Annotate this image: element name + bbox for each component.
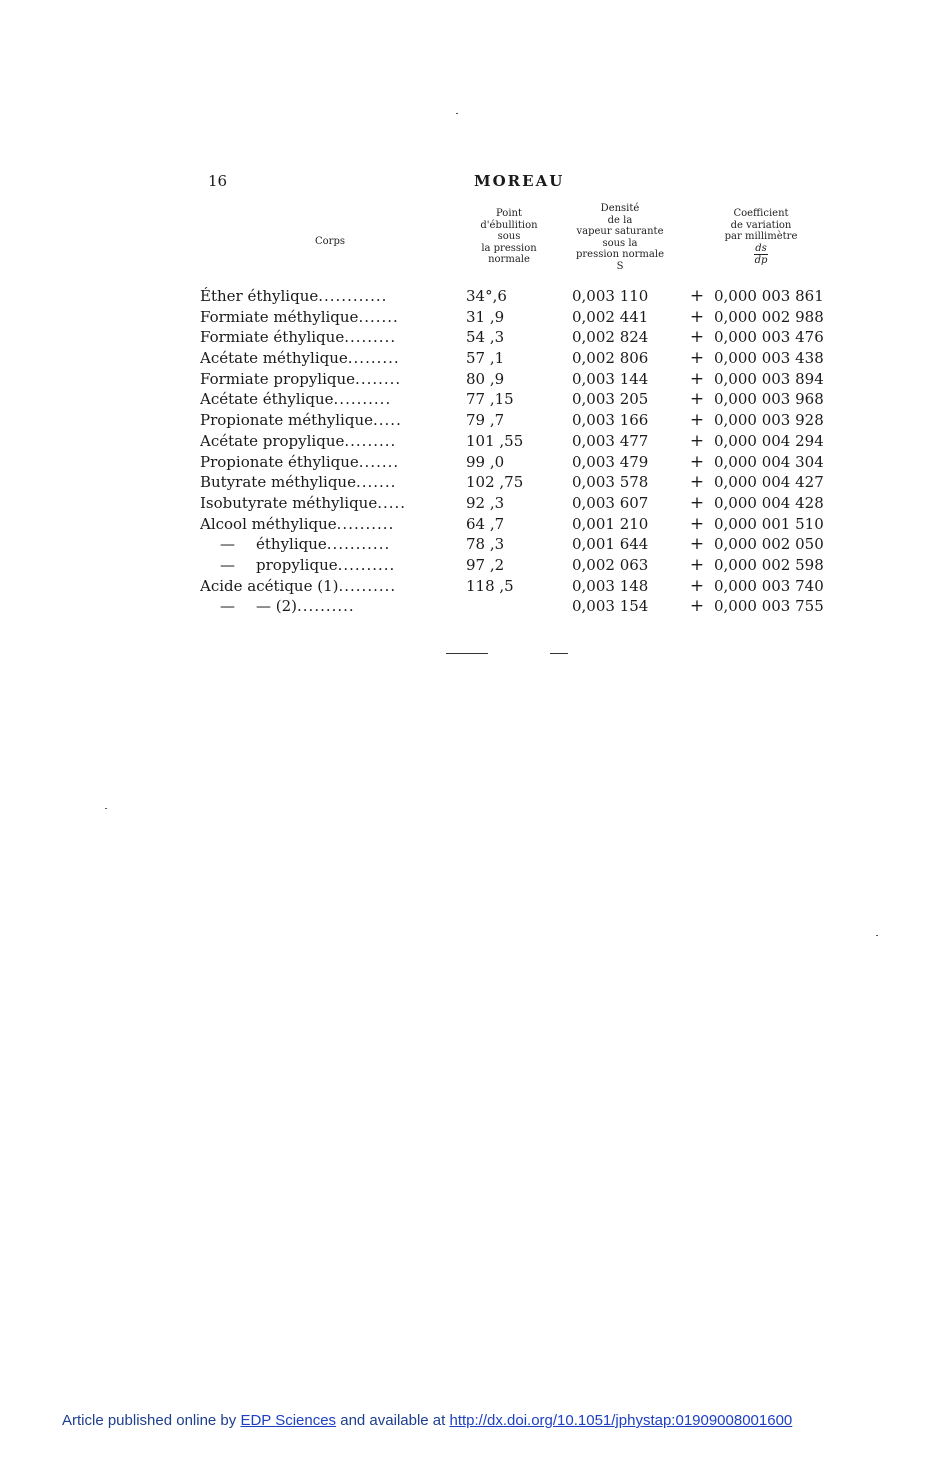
density-cell: 0,003 144 — [572, 369, 649, 388]
leader-dots: ....... — [355, 473, 397, 492]
compound-name — [220, 534, 446, 555]
running-head: MOREAU — [474, 172, 565, 190]
boiling-point-cell: 64 ,7 — [466, 514, 505, 533]
compound-name — [200, 348, 446, 369]
leader-dots: ....... — [358, 452, 400, 471]
table-row — [200, 369, 830, 390]
compound-name — [200, 389, 446, 410]
ditto-dash: — — [220, 535, 235, 554]
doi-link[interactable]: http://dx.doi.org/10.1051/jphystap:01909008001600 — [449, 1412, 793, 1429]
leader-dots: ........... — [326, 535, 391, 554]
header-line: normale — [488, 254, 530, 265]
density-cell: 0,001 210 — [572, 514, 649, 533]
boiling-point-cell: 80 ,9 — [466, 369, 505, 388]
compound-name — [200, 369, 446, 390]
compound-label: Éther éthylique — [200, 287, 319, 305]
header-line: de variation — [730, 219, 792, 231]
column-header-corps — [290, 236, 370, 248]
coefficient-cell: 0,000 004 427 — [714, 473, 824, 492]
leader-dots: ..... — [373, 411, 402, 430]
sign-cell: + — [689, 306, 705, 327]
data-table — [200, 286, 830, 617]
leader-dots: .......... — [336, 514, 395, 533]
header-line: vapeur saturante — [576, 226, 664, 237]
compound-name — [200, 472, 446, 493]
density-cell: 0,003 205 — [572, 390, 649, 409]
density-cell: 0,001 644 — [572, 535, 649, 554]
density-cell: 0,003 110 — [572, 287, 649, 305]
table-row — [200, 534, 830, 555]
compound-name — [200, 327, 446, 348]
leader-dots: ......... — [347, 349, 400, 368]
table-row — [200, 472, 830, 493]
compound-name — [200, 286, 446, 307]
sign-cell: + — [689, 368, 705, 389]
leader-dots: ........ — [355, 369, 402, 388]
header-line: Densité — [600, 203, 640, 214]
compound-name — [200, 576, 446, 597]
boiling-point-cell: 99 ,0 — [466, 452, 505, 471]
print-speck — [105, 808, 107, 809]
coefficient-cell: 0,000 003 438 — [714, 349, 824, 368]
boiling-point-cell: 57 ,1 — [466, 349, 505, 368]
density-cell: 0,003 154 — [572, 597, 649, 616]
sign-cell: + — [689, 430, 705, 451]
leader-dots: ..... — [377, 493, 407, 512]
compound-label: Formiate éthylique — [200, 328, 345, 347]
boiling-point-cell: 101 ,55 — [466, 431, 524, 450]
end-rule — [446, 653, 488, 654]
footer-middle: and available at — [336, 1412, 450, 1429]
density-cell: 0,002 441 — [572, 307, 649, 326]
coefficient-cell: 0,000 004 294 — [714, 431, 824, 450]
boiling-point-cell: 97 ,2 — [466, 555, 505, 574]
coefficient-cell: 0,000 003 928 — [714, 411, 824, 430]
sign-cell: + — [689, 286, 705, 306]
compound-name — [200, 307, 446, 328]
leader-dots: ............ — [318, 287, 388, 305]
boiling-point-cell: 54 ,3 — [466, 328, 505, 347]
compound-label: Acide acétique (1) — [200, 576, 339, 595]
footer-line — [62, 1412, 792, 1429]
footer-prefix: Article published online by — [62, 1412, 241, 1429]
table-row — [200, 576, 830, 597]
boiling-point-cell: 77 ,15 — [466, 390, 514, 409]
header-line: par millimètre — [724, 231, 798, 242]
page-number: 16 — [208, 172, 228, 190]
compound-label: propylique — [256, 555, 338, 574]
density-cell: 0,003 578 — [572, 473, 649, 492]
sign-cell: + — [689, 575, 705, 596]
coefficient-cell: 0,000 001 510 — [714, 514, 824, 533]
compound-name — [200, 431, 446, 452]
table-row — [200, 431, 830, 452]
print-speck — [456, 113, 458, 114]
ditto-dash: — — [220, 555, 235, 574]
density-cell: 0,003 166 — [572, 411, 649, 430]
sign-cell: + — [689, 389, 705, 410]
header-line: sous la — [602, 237, 638, 249]
compound-name — [200, 514, 446, 535]
table-row — [200, 286, 830, 307]
leader-dots: ......... — [344, 328, 397, 347]
sign-cell: + — [689, 348, 705, 369]
header-line: Corps — [315, 236, 345, 247]
compound-label: Formiate propylique — [200, 369, 356, 388]
density-cell: 0,003 148 — [572, 576, 649, 595]
header-line: pression normale — [575, 249, 664, 260]
density-cell: 0,003 477 — [572, 431, 649, 450]
compound-name — [220, 596, 446, 617]
boiling-point-cell: 79 ,7 — [466, 411, 505, 430]
compound-label: — (2) — [256, 597, 298, 616]
compound-label: éthylique — [256, 535, 327, 554]
print-speck — [876, 935, 878, 936]
density-cell: 0,002 806 — [572, 349, 649, 368]
leader-dots: .......... — [338, 576, 397, 595]
sign-cell: + — [689, 451, 705, 472]
coefficient-cell: 0,000 003 740 — [714, 576, 824, 595]
table-row — [200, 555, 830, 576]
density-cell: 0,002 824 — [572, 328, 649, 347]
coefficient-cell: 0,000 003 476 — [714, 328, 824, 347]
table-row — [200, 493, 830, 514]
leader-dots: .......... — [333, 390, 392, 409]
leader-dots: .......... — [337, 555, 396, 574]
header-line: la pression — [481, 242, 537, 254]
compound-name — [200, 410, 446, 431]
compound-label: Formiate méthylique — [200, 307, 359, 326]
compound-label: Propionate éthylique — [200, 452, 359, 471]
header-line: d'ébullition — [480, 219, 538, 231]
sign-cell: + — [689, 410, 705, 431]
leader-dots: .......... — [297, 597, 355, 616]
header-line: de la — [607, 214, 633, 226]
table-row — [200, 596, 830, 617]
compound-label: Alcool méthylique — [200, 514, 337, 533]
sign-cell: + — [689, 534, 705, 555]
sign-cell: + — [689, 327, 705, 348]
compound-label: Acétate éthylique — [200, 390, 334, 409]
leader-dots: ......... — [344, 431, 397, 450]
header-line: S — [616, 260, 624, 272]
header-line: Coefficient — [733, 208, 789, 219]
ditto-dash: — — [220, 597, 235, 616]
sign-cell: + — [689, 513, 705, 534]
compound-name — [200, 452, 446, 473]
leader-dots: ....... — [358, 307, 399, 326]
coefficient-cell: 0,000 003 755 — [714, 597, 824, 616]
publisher-link[interactable]: EDP Sciences — [240, 1412, 337, 1429]
table-row — [200, 410, 830, 431]
sign-cell: + — [689, 472, 705, 493]
coefficient-cell: 0,000 003 861 — [714, 287, 824, 305]
coefficient-cell: 0,000 002 598 — [714, 555, 824, 574]
header-line: sous — [497, 231, 521, 242]
compound-label: Acétate propylique — [200, 431, 345, 450]
compound-name — [220, 555, 446, 576]
coefficient-cell: 0,000 004 304 — [714, 452, 824, 471]
boiling-point-cell: 118 ,5 — [466, 576, 514, 595]
table-row — [200, 389, 830, 410]
boiling-point-cell: 31 ,9 — [466, 307, 505, 326]
compound-label: Propionate méthylique — [200, 411, 373, 430]
sign-cell: + — [689, 554, 705, 575]
sign-cell: + — [689, 596, 705, 617]
boiling-point-cell: 92 ,3 — [466, 493, 505, 512]
column-header-boiling-point — [462, 208, 556, 266]
compound-label: Acétate méthylique — [200, 349, 348, 368]
end-rule — [550, 653, 568, 654]
sign-cell: + — [689, 492, 705, 513]
table-row — [200, 452, 830, 473]
compound-label: Isobutyrate méthylique — [200, 493, 378, 512]
header-line: Point — [495, 208, 522, 219]
table-row — [200, 348, 830, 369]
column-header-coefficient — [705, 208, 817, 267]
fraction-denominator: dp — [754, 255, 768, 266]
table-row — [200, 514, 830, 535]
coefficient-cell: 0,000 003 894 — [714, 369, 824, 388]
density-cell: 0,002 063 — [572, 555, 649, 574]
table-row — [200, 327, 830, 348]
column-header-density — [560, 203, 680, 272]
fraction-numerator: ds — [755, 242, 767, 254]
coefficient-cell: 0,000 002 988 — [714, 307, 824, 326]
table-row — [200, 307, 830, 328]
compound-name — [200, 493, 446, 514]
boiling-point-cell: 102 ,75 — [466, 473, 524, 492]
density-cell: 0,003 607 — [572, 493, 649, 512]
coefficient-cell: 0,000 004 428 — [714, 493, 824, 512]
boiling-point-cell: 78 ,3 — [466, 535, 505, 554]
boiling-point-cell: 34°,6 — [466, 287, 507, 305]
compound-label: Butyrate méthylique — [200, 473, 356, 492]
density-cell: 0,003 479 — [572, 452, 649, 471]
coefficient-cell: 0,000 003 968 — [714, 390, 824, 409]
coefficient-cell: 0,000 002 050 — [714, 535, 824, 554]
